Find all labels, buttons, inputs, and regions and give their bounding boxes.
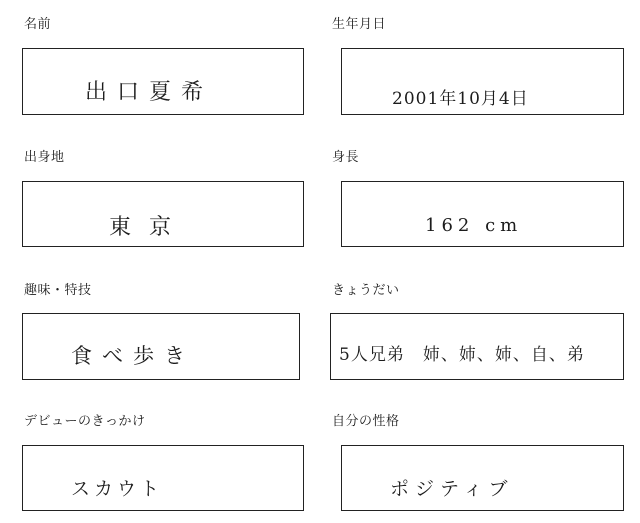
name-value: 出口夏希 (85, 80, 214, 105)
name-box (22, 48, 304, 115)
hobby-box (22, 313, 300, 380)
name-label: 名前 (24, 17, 52, 32)
hobby-label: 趣味・特技 (24, 283, 92, 298)
birthplace-label: 出身地 (24, 150, 65, 165)
siblings-box (330, 313, 624, 380)
height-value: 162 cm (425, 215, 523, 236)
birthday-label: 生年月日 (332, 17, 387, 32)
height-box (341, 181, 624, 247)
birthday-box (341, 48, 624, 115)
birthday-value: 2001年10月4日 (392, 89, 529, 109)
siblings-label: きょうだい (332, 283, 400, 298)
personality-value: ポジティブ (390, 478, 514, 500)
hobby-value: 食べ歩き (71, 344, 195, 368)
birthplace-box (22, 181, 304, 247)
birthplace-value: 東京 (109, 215, 190, 240)
personality-label: 自分の性格 (332, 414, 400, 429)
debut-value: スカウト (71, 478, 164, 500)
debut-box (22, 445, 304, 511)
personality-box (341, 445, 624, 511)
height-label: 身長 (332, 150, 360, 165)
siblings-value: 5人兄弟 姉、姉、姉、自、弟 (339, 345, 585, 365)
debut-label: デビューのきっかけ (24, 414, 146, 429)
